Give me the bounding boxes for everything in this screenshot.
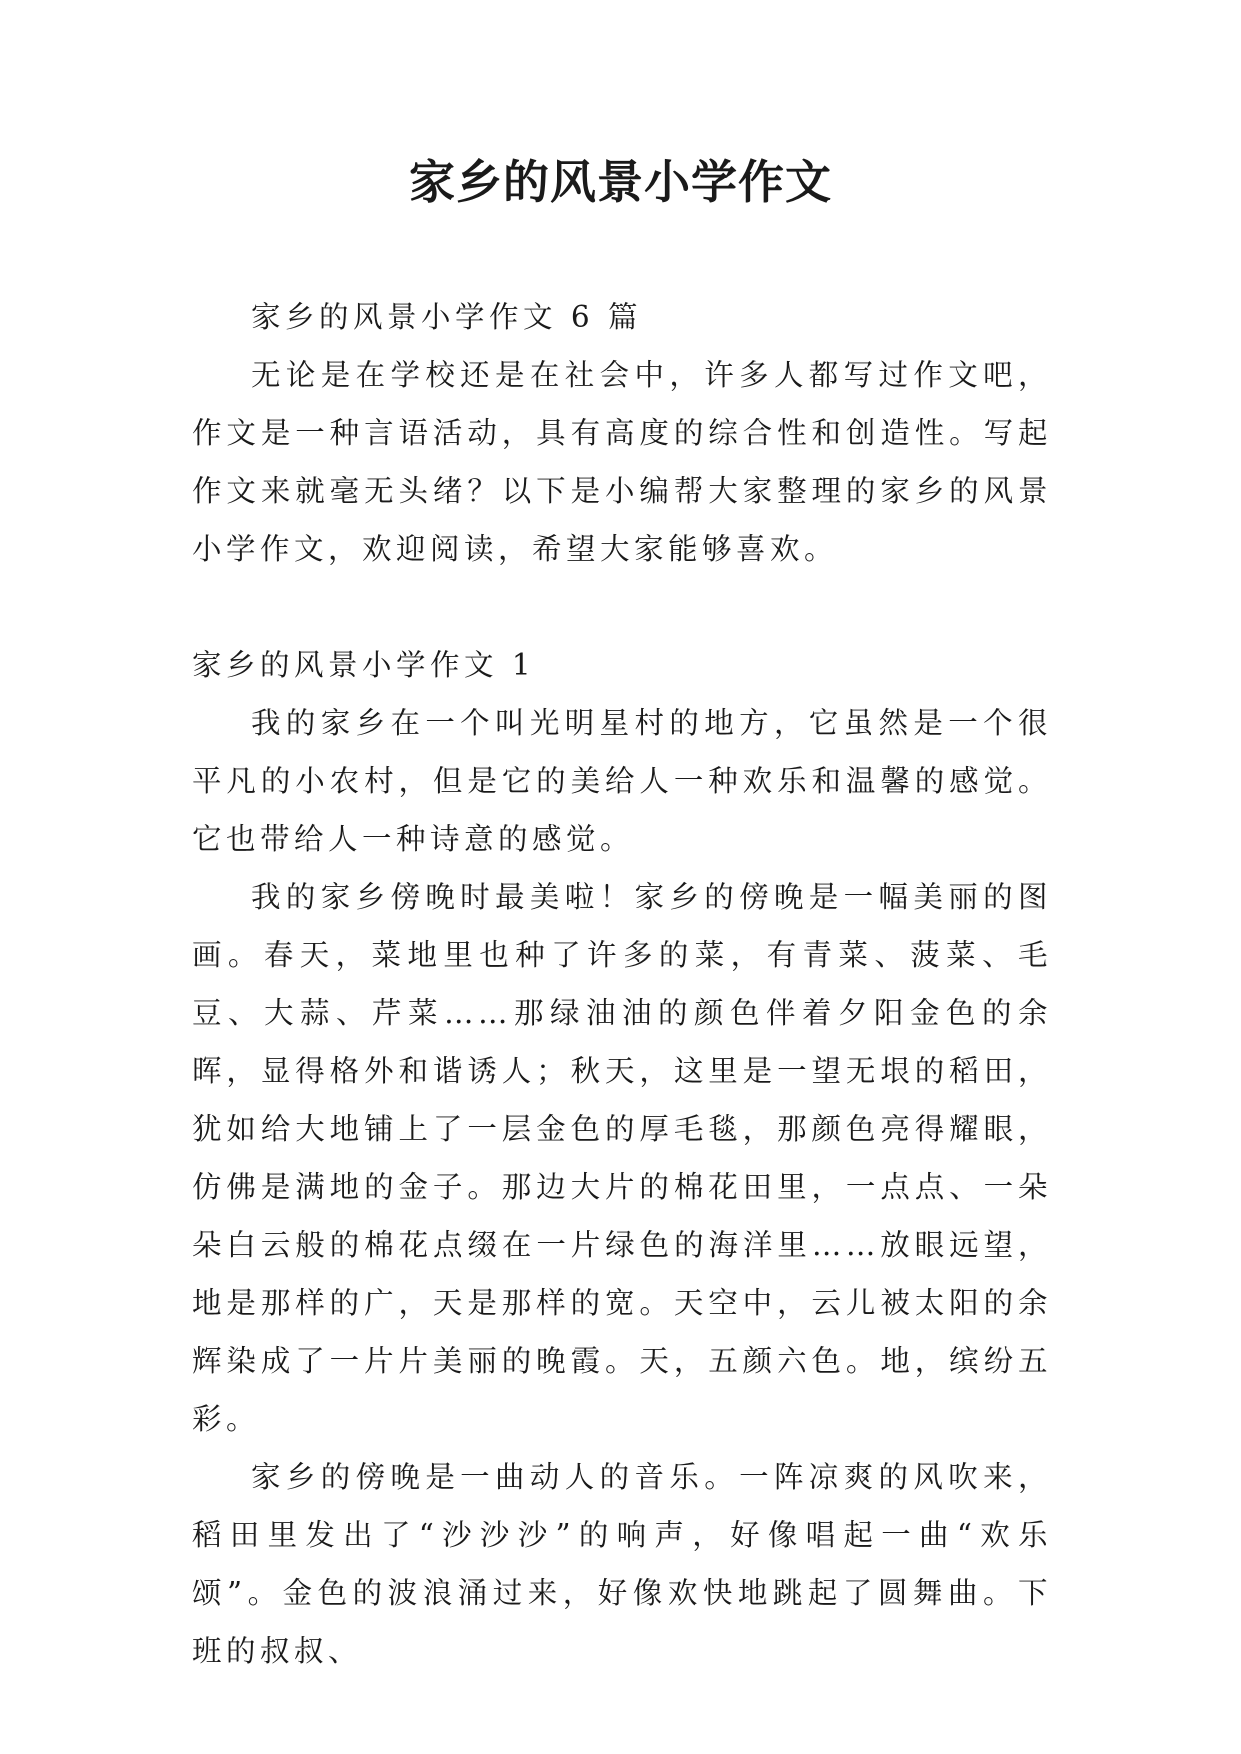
body-paragraph: 家乡的傍晚是一曲动人的音乐。一阵凉爽的风吹来，稻田里发出了“沙沙沙”的响声，好像唱起一曲“欢乐颂”。金色的波浪涌过来，好像欢快地跳起了圆舞曲。下班的叔叔、 <box>192 1460 1052 1668</box>
document-title: 家乡的风景小学作文 <box>409 155 832 209</box>
section-heading: 家乡的风景小学作文 1 <box>192 648 536 682</box>
paragraph-spacer <box>192 578 1052 636</box>
body-paragraph: 我的家乡傍晚时最美啦！家乡的傍晚是一幅美丽的图画。春天，菜地里也种了许多的菜，有青菜、菠菜、毛豆、大蒜、芹菜……那绿油油的颜色伴着夕阳金色的余晖，显得格外和谐诱人；秋天，这里是一望无垠的稻田，犹如给大地铺上了一层金色的厚毛毯，那颜色亮得耀眼，仿佛是满地的金子。那边大片的棉花田里，一点点、一朵朵白云般的棉花点缀在一片绿色的海洋里……放眼远望，地是那样的广，天是那样的宽。天空中，云儿被太阳的余辉染成了一片片美丽的晚霞。天，五颜六色。地，缤纷五彩。 <box>192 880 1052 1436</box>
document-body <box>192 288 1052 1680</box>
document-subtitle: 家乡的风景小学作文 6 篇 <box>251 300 643 334</box>
body-paragraph: 我的家乡在一个叫光明星村的地方，它虽然是一个很平凡的小农村，但是它的美给人一种欢乐和温馨的感觉。它也带给人一种诗意的感觉。 <box>192 706 1052 856</box>
intro-paragraph: 无论是在学校还是在社会中，许多人都写过作文吧，作文是一种言语活动，具有高度的综合性和创造性。写起作文来就毫无头绪？以下是小编帮大家整理的家乡的风景小学作文，欢迎阅读，希望大家能够喜欢。 <box>192 358 1052 566</box>
